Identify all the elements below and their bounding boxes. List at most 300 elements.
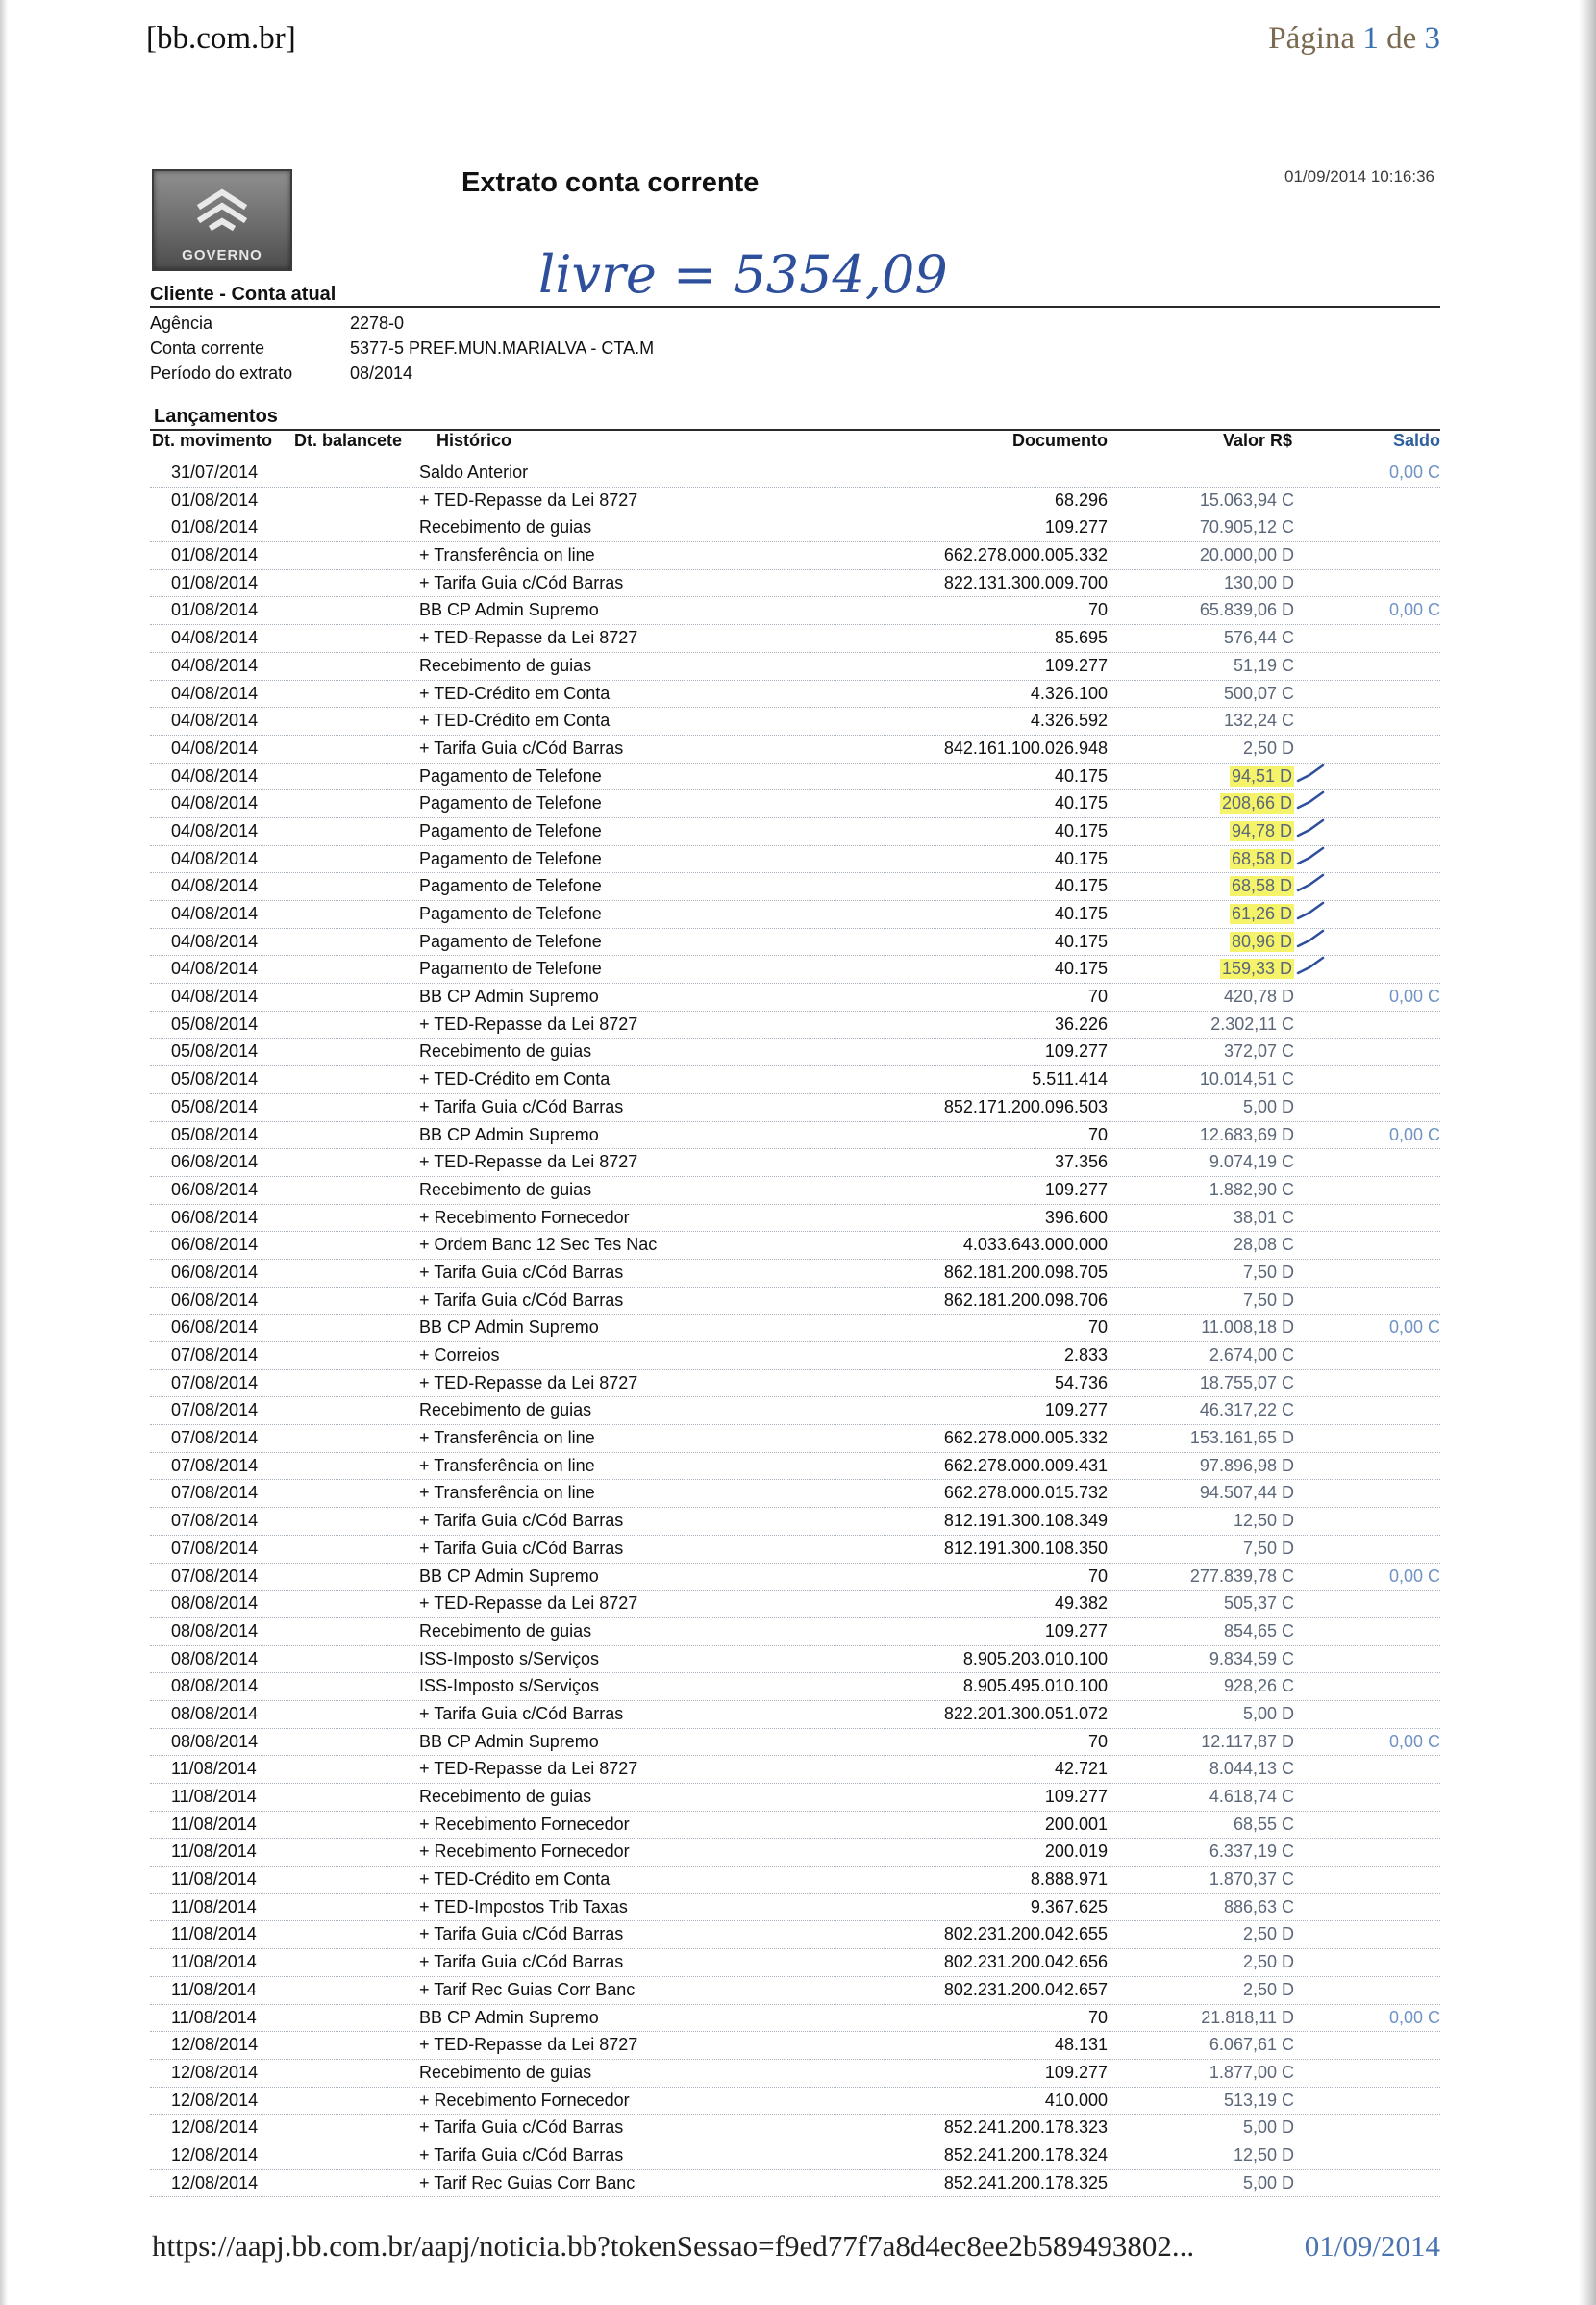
row-date: 11/08/2014 [171, 1979, 257, 1999]
row-valor: 132,24 C [1223, 711, 1294, 731]
row-documento: 862.181.200.098.705 [943, 1262, 1108, 1282]
table-row [150, 1921, 1440, 1949]
table-row [150, 2060, 1440, 2088]
row-historico: + Transferência on line [419, 545, 595, 565]
row-historico: Saldo Anterior [419, 463, 529, 482]
row-documento: 8.888.971 [1030, 1869, 1108, 1890]
table-row [150, 2032, 1440, 2060]
row-date: 07/08/2014 [171, 1538, 259, 1558]
row-valor: 10.014,51 C [1199, 1069, 1294, 1090]
table-row [150, 1756, 1440, 1784]
table-row [150, 1315, 1440, 1342]
row-historico: Recebimento de guias [419, 1041, 592, 1062]
table-row [150, 1205, 1440, 1233]
row-date: 04/08/2014 [171, 959, 259, 979]
row-documento: 9.367.625 [1030, 1896, 1108, 1917]
row-historico: + Tarifa Guia c/Cód Barras [419, 2117, 624, 2138]
table-row [150, 1122, 1440, 1150]
row-documento: 802.231.200.042.656 [943, 1952, 1108, 1972]
row-documento: 109.277 [1044, 1041, 1108, 1062]
row-valor: 513,19 C [1223, 2090, 1294, 2110]
row-valor: 1.882,90 C [1209, 1179, 1294, 1199]
table-row [150, 1618, 1440, 1646]
row-valor: 7,50 D [1242, 1290, 1294, 1310]
row-valor: 15.063,94 C [1199, 489, 1294, 510]
table-row [150, 1977, 1440, 2005]
row-historico: Recebimento de guias [419, 1400, 592, 1420]
row-date: 07/08/2014 [171, 1372, 259, 1392]
table-row [150, 736, 1440, 764]
row-documento: 70 [1087, 1731, 1108, 1751]
row-valor: 6.337,19 C [1209, 1841, 1294, 1862]
row-date: 08/08/2014 [171, 1620, 259, 1641]
checkmark-icon [1296, 927, 1325, 950]
table-row [150, 1397, 1440, 1425]
row-documento: 4.326.100 [1030, 683, 1108, 703]
row-historico: + Tarifa Guia c/Cód Barras [419, 1703, 624, 1723]
row-documento: 70 [1087, 2007, 1108, 2027]
row-historico: ISS-Imposto s/Serviços [419, 1648, 600, 1668]
table-row [150, 460, 1440, 488]
conta-value: 5377-5 PREF.MUN.MARIALVA - CTA.M [350, 338, 655, 358]
row-valor: 2,50 D [1242, 1979, 1294, 1999]
row-valor: 2,50 D [1242, 1952, 1294, 1972]
row-documento: 54.736 [1054, 1372, 1108, 1392]
row-historico: Pagamento de Telefone [419, 959, 602, 979]
table-row [150, 1729, 1440, 1757]
row-historico: BB CP Admin Supremo [419, 1731, 599, 1751]
table-row [150, 1288, 1440, 1315]
row-valor: 505,37 C [1223, 1593, 1294, 1614]
row-valor: 886,63 C [1223, 1896, 1294, 1917]
row-valor: 5,00 D [1242, 1703, 1294, 1723]
table-row [150, 1508, 1440, 1536]
row-documento: 4.033.643.000.000 [962, 1235, 1108, 1255]
row-documento: 200.019 [1044, 1841, 1108, 1862]
row-date: 04/08/2014 [171, 711, 259, 731]
table-row [150, 1232, 1440, 1260]
table-row [150, 1646, 1440, 1674]
row-historico: + TED-Crédito em Conta [419, 711, 611, 731]
row-valor: 68,55 C [1233, 1814, 1294, 1834]
row-documento: 40.175 [1054, 931, 1108, 951]
row-valor: 68,58 D [1231, 848, 1292, 868]
row-historico: + TED-Repasse da Lei 8727 [419, 1152, 638, 1172]
row-historico: + Tarifa Guia c/Cód Barras [419, 2144, 624, 2165]
row-documento: 109.277 [1044, 1179, 1108, 1199]
row-valor: 7,50 D [1242, 1262, 1294, 1282]
row-valor: 5,00 D [1242, 2172, 1294, 2192]
row-documento: 40.175 [1054, 904, 1108, 923]
row-historico: + Tarifa Guia c/Cód Barras [419, 1924, 624, 1944]
row-valor: 94.507,44 D [1199, 1483, 1294, 1503]
row-saldo: 0,00 C [1388, 1124, 1440, 1144]
row-historico: BB CP Admin Supremo [419, 600, 599, 620]
row-documento: 109.277 [1044, 1787, 1108, 1806]
table-row [150, 625, 1440, 653]
table-row [150, 1066, 1440, 1094]
row-historico: + Recebimento Fornecedor [419, 1841, 630, 1862]
row-date: 08/08/2014 [171, 1593, 259, 1614]
row-historico: + TED-Repasse da Lei 8727 [419, 628, 638, 648]
row-historico: Pagamento de Telefone [419, 931, 602, 951]
page-indicator [1268, 21, 1440, 57]
table-row [150, 984, 1440, 1012]
table-row [150, 873, 1440, 901]
table-row [150, 790, 1440, 818]
row-documento: 70 [1087, 600, 1108, 620]
row-valor: 2,50 D [1242, 738, 1294, 758]
row-valor: 2.674,00 C [1209, 1345, 1294, 1365]
table-row [150, 597, 1440, 625]
row-date: 12/08/2014 [171, 2035, 259, 2055]
row-date: 07/08/2014 [171, 1566, 259, 1586]
row-documento: 109.277 [1044, 1400, 1108, 1420]
row-date: 11/08/2014 [171, 1869, 257, 1890]
row-documento: 812.191.300.108.349 [943, 1511, 1108, 1531]
table-row [150, 1673, 1440, 1701]
row-valor: 208,66 D [1221, 793, 1292, 814]
row-date: 04/08/2014 [171, 848, 259, 868]
row-historico: + Correios [419, 1345, 500, 1365]
row-documento: 42.721 [1054, 1759, 1108, 1779]
table-row [150, 1425, 1440, 1453]
row-date: 11/08/2014 [171, 1924, 257, 1944]
row-valor: 94,51 D [1231, 765, 1292, 786]
row-date: 08/08/2014 [171, 1648, 259, 1668]
table-row [150, 708, 1440, 736]
row-valor: 9.074,19 C [1209, 1152, 1294, 1172]
row-saldo: 0,00 C [1388, 1317, 1440, 1338]
row-historico: + TED-Crédito em Conta [419, 1869, 611, 1890]
row-historico: + TED-Repasse da Lei 8727 [419, 2035, 638, 2055]
row-valor: 153.161,65 D [1189, 1428, 1294, 1448]
row-documento: 822.201.300.051.072 [943, 1703, 1108, 1723]
row-documento: 70 [1087, 987, 1108, 1007]
table-row [150, 1812, 1440, 1840]
row-valor: 80,96 D [1231, 931, 1292, 951]
col-header-sal: Saldo [1392, 431, 1440, 450]
row-historico: Recebimento de guias [419, 517, 592, 538]
col-header-bal: Dt. balancete [294, 431, 403, 450]
table-row [150, 1867, 1440, 1894]
row-date: 04/08/2014 [171, 628, 259, 648]
table-row [150, 1094, 1440, 1122]
row-valor: 420,78 D [1223, 987, 1294, 1007]
row-documento: 862.181.200.098.706 [943, 1290, 1108, 1310]
row-historico: + Tarifa Guia c/Cód Barras [419, 1290, 624, 1310]
table-row [150, 929, 1440, 957]
table-row [150, 2115, 1440, 2142]
row-date: 12/08/2014 [171, 2062, 259, 2082]
row-documento: 396.600 [1044, 1207, 1108, 1227]
row-documento: 5.511.414 [1032, 1069, 1108, 1090]
row-documento: 70 [1087, 1317, 1108, 1338]
row-valor: 28,08 C [1233, 1235, 1294, 1255]
row-date: 08/08/2014 [171, 1676, 259, 1696]
row-date: 04/08/2014 [171, 931, 259, 951]
row-date: 04/08/2014 [171, 793, 259, 814]
table-row [150, 1149, 1440, 1177]
row-documento: 37.356 [1054, 1152, 1108, 1172]
row-documento: 109.277 [1044, 655, 1108, 675]
row-documento: 802.231.200.042.655 [943, 1924, 1108, 1944]
row-valor: 20.000,00 D [1199, 545, 1294, 565]
row-historico: + TED-Crédito em Conta [419, 683, 611, 703]
row-date: 06/08/2014 [171, 1317, 259, 1338]
transactions-table [150, 460, 1440, 2197]
checkmark-icon [1296, 954, 1325, 977]
row-valor: 1.877,00 C [1209, 2062, 1294, 2082]
row-historico: Recebimento de guias [419, 2062, 592, 2082]
row-date: 04/08/2014 [171, 765, 259, 786]
row-documento: 40.175 [1054, 848, 1108, 868]
row-valor: 130,00 D [1223, 572, 1294, 592]
row-valor: 65.839,06 D [1199, 600, 1294, 620]
row-date: 05/08/2014 [171, 1124, 259, 1144]
row-valor: 51,19 C [1233, 655, 1294, 675]
footer-date: 01/09/2014 [1304, 2229, 1440, 2263]
row-saldo: 0,00 C [1388, 463, 1440, 482]
row-date: 11/08/2014 [171, 1814, 257, 1834]
row-date: 04/08/2014 [171, 683, 259, 703]
row-date: 01/08/2014 [171, 600, 259, 620]
row-historico: + TED-Repasse da Lei 8727 [419, 489, 638, 510]
table-row [150, 764, 1440, 791]
footer-url: https://aapj.bb.com.br/aapj/noticia.bb?tokenSessao=f9ed77f7a8d4ec8ee2b589493802... [152, 2229, 1195, 2263]
table-row [150, 1949, 1440, 1977]
row-documento: 2.833 [1063, 1345, 1108, 1365]
row-historico: Recebimento de guias [419, 1179, 592, 1199]
table-row [150, 2142, 1440, 2170]
row-documento: 200.001 [1044, 1814, 1108, 1834]
table-row [150, 1260, 1440, 1288]
row-valor: 5,00 D [1242, 2117, 1294, 2138]
row-date: 11/08/2014 [171, 1896, 257, 1917]
row-date: 12/08/2014 [171, 2144, 259, 2165]
row-valor: 6.067,61 C [1209, 2035, 1294, 2055]
checkmark-icon [1296, 871, 1325, 894]
table-row [150, 2005, 1440, 2033]
row-date: 04/08/2014 [171, 738, 259, 758]
row-date: 01/08/2014 [171, 517, 259, 538]
row-date: 07/08/2014 [171, 1345, 259, 1365]
row-valor: 12,50 D [1233, 2144, 1294, 2165]
row-documento: 852.241.200.178.325 [943, 2172, 1108, 2192]
row-saldo: 0,00 C [1388, 1731, 1440, 1751]
table-row [150, 2088, 1440, 2116]
table-row [150, 570, 1440, 598]
row-documento: 109.277 [1044, 1620, 1108, 1641]
row-date: 06/08/2014 [171, 1152, 259, 1172]
row-documento: 70 [1087, 1124, 1108, 1144]
row-date: 07/08/2014 [171, 1511, 259, 1531]
row-date: 07/08/2014 [171, 1400, 259, 1420]
row-historico: Recebimento de guias [419, 1787, 592, 1806]
row-documento: 49.382 [1054, 1593, 1108, 1614]
row-date: 07/08/2014 [171, 1483, 259, 1503]
table-row [150, 1012, 1440, 1040]
row-documento: 4.326.592 [1030, 711, 1108, 731]
row-saldo: 0,00 C [1388, 1566, 1440, 1586]
row-date: 04/08/2014 [171, 876, 259, 896]
row-documento: 109.277 [1044, 517, 1108, 538]
row-date: 11/08/2014 [171, 1952, 257, 1972]
row-valor: 12.683,69 D [1199, 1124, 1294, 1144]
row-historico: + TED-Repasse da Lei 8727 [419, 1372, 638, 1392]
row-documento: 662.278.000.009.431 [943, 1455, 1108, 1475]
row-historico: + Tarifa Guia c/Cód Barras [419, 1952, 624, 1972]
row-historico: + Tarifa Guia c/Cód Barras [419, 1262, 624, 1282]
row-documento: 662.278.000.005.332 [943, 1428, 1108, 1448]
row-historico: + TED-Impostos Trib Taxas [419, 1896, 628, 1917]
row-historico: BB CP Admin Supremo [419, 1566, 599, 1586]
row-historico: + Recebimento Fornecedor [419, 2090, 630, 2110]
row-date: 11/08/2014 [171, 1759, 257, 1779]
row-date: 06/08/2014 [171, 1235, 259, 1255]
row-date: 06/08/2014 [171, 1290, 259, 1310]
table-row [150, 1370, 1440, 1398]
row-date: 05/08/2014 [171, 1014, 259, 1034]
row-historico: Pagamento de Telefone [419, 820, 602, 840]
row-date: 06/08/2014 [171, 1179, 259, 1199]
checkmark-icon [1296, 899, 1325, 922]
row-valor: 854,65 C [1223, 1620, 1294, 1641]
checkmark-icon [1296, 789, 1325, 812]
table-row [150, 542, 1440, 570]
row-documento: 662.278.000.015.732 [943, 1483, 1108, 1503]
row-documento: 852.241.200.178.323 [943, 2117, 1108, 2138]
row-valor: 94,78 D [1231, 820, 1292, 840]
row-date: 05/08/2014 [171, 1096, 259, 1116]
row-historico: Pagamento de Telefone [419, 904, 602, 923]
page-total: 3 [1424, 21, 1440, 56]
table-row [150, 956, 1440, 984]
row-valor: 159,33 D [1221, 959, 1292, 979]
bank-logo [152, 169, 292, 271]
table-row [150, 653, 1440, 681]
col-header-hist: Histórico [436, 431, 512, 450]
row-saldo: 0,00 C [1388, 600, 1440, 620]
agencia-label: Agência [150, 313, 213, 333]
table-row [150, 1342, 1440, 1370]
page-of: de [1386, 21, 1417, 56]
row-valor: 18.755,07 C [1199, 1372, 1294, 1392]
handwritten-note [538, 229, 1077, 315]
row-historico: + Tarif Rec Guias Corr Banc [419, 2172, 636, 2192]
row-valor: 8.044,13 C [1209, 1759, 1294, 1779]
row-historico: Recebimento de guias [419, 1620, 592, 1641]
table-row [150, 846, 1440, 874]
table-row [150, 901, 1440, 929]
row-documento: 852.171.200.096.503 [943, 1096, 1108, 1116]
row-date: 11/08/2014 [171, 1841, 257, 1862]
row-historico: + Transferência on line [419, 1428, 595, 1448]
row-historico: + Transferência on line [419, 1483, 595, 1503]
row-documento: 36.226 [1054, 1014, 1108, 1034]
row-documento: 842.161.100.026.948 [943, 738, 1108, 758]
conta-label: Conta corrente [150, 338, 265, 358]
row-valor: 928,26 C [1223, 1676, 1294, 1696]
row-valor: 70.905,12 C [1199, 517, 1294, 538]
row-documento: 85.695 [1054, 628, 1108, 648]
checkmark-icon [1296, 762, 1325, 785]
col-header-mov: Dt. movimento [152, 431, 273, 450]
page-label: Página [1268, 21, 1356, 56]
client-heading: Cliente - Conta atual [150, 284, 337, 305]
row-historico: BB CP Admin Supremo [419, 987, 599, 1007]
handwritten-note-text: livre = 5354,09 [538, 244, 948, 305]
row-historico: + TED-Repasse da Lei 8727 [419, 1759, 638, 1779]
row-date: 06/08/2014 [171, 1207, 259, 1227]
row-valor: 1.870,37 C [1209, 1869, 1294, 1890]
row-date: 04/08/2014 [171, 904, 259, 923]
row-valor: 2,50 D [1242, 1924, 1294, 1944]
bb-symbol-icon [195, 185, 249, 233]
row-date: 01/08/2014 [171, 545, 259, 565]
table-row [150, 1480, 1440, 1508]
page-edge-right [1579, 0, 1596, 2305]
row-valor: 97.896,98 D [1199, 1455, 1294, 1475]
checkmark-icon [1296, 816, 1325, 839]
table-row [150, 1564, 1440, 1591]
row-date: 07/08/2014 [171, 1428, 259, 1448]
row-date: 01/08/2014 [171, 572, 259, 592]
row-historico: + Recebimento Fornecedor [419, 1814, 630, 1834]
row-historico: + TED-Repasse da Lei 8727 [419, 1593, 638, 1614]
periodo-value: 08/2014 [350, 363, 413, 383]
row-valor: 21.818,11 D [1201, 2007, 1294, 2027]
row-documento: 109.277 [1044, 2062, 1108, 2082]
row-historico: Pagamento de Telefone [419, 793, 602, 814]
row-date: 05/08/2014 [171, 1069, 259, 1090]
row-valor: 9.834,59 C [1209, 1648, 1294, 1668]
row-historico: Pagamento de Telefone [419, 848, 602, 868]
row-historico: + Tarifa Guia c/Cód Barras [419, 738, 624, 758]
row-valor: 277.839,78 C [1189, 1566, 1294, 1586]
row-historico: + Tarif Rec Guias Corr Banc [419, 1979, 636, 1999]
row-historico: + Recebimento Fornecedor [419, 1207, 630, 1227]
row-date: 06/08/2014 [171, 1262, 259, 1282]
row-documento: 822.131.300.009.700 [943, 572, 1108, 592]
row-documento: 802.231.200.042.657 [943, 1979, 1108, 1999]
row-valor: 12,50 D [1233, 1511, 1294, 1531]
table-row [150, 1784, 1440, 1812]
row-documento: 812.191.300.108.350 [943, 1538, 1108, 1558]
row-historico: + Tarifa Guia c/Cód Barras [419, 1096, 624, 1116]
row-valor: 7,50 D [1242, 1538, 1294, 1558]
row-date: 11/08/2014 [171, 1787, 257, 1806]
agencia-value: 2278-0 [350, 313, 405, 333]
row-saldo: 0,00 C [1388, 2007, 1440, 2027]
table-row [150, 2170, 1440, 2198]
row-historico: BB CP Admin Supremo [419, 1317, 599, 1338]
row-documento: 852.241.200.178.324 [943, 2144, 1108, 2165]
row-date: 11/08/2014 [171, 2007, 257, 2027]
row-historico: + Transferência on line [419, 1455, 595, 1475]
row-valor: 5,00 D [1242, 1096, 1294, 1116]
row-valor: 12.117,87 D [1201, 1731, 1294, 1751]
row-historico: Recebimento de guias [419, 655, 592, 675]
row-historico: BB CP Admin Supremo [419, 2007, 599, 2027]
row-documento: 40.175 [1054, 959, 1108, 979]
table-row [150, 1894, 1440, 1922]
row-valor: 4.618,74 C [1209, 1787, 1294, 1806]
row-documento: 8.905.203.010.100 [962, 1648, 1108, 1668]
col-header-doc: Documento [1012, 431, 1108, 450]
row-valor: 46.317,22 C [1199, 1400, 1294, 1420]
row-documento: 40.175 [1054, 765, 1108, 786]
